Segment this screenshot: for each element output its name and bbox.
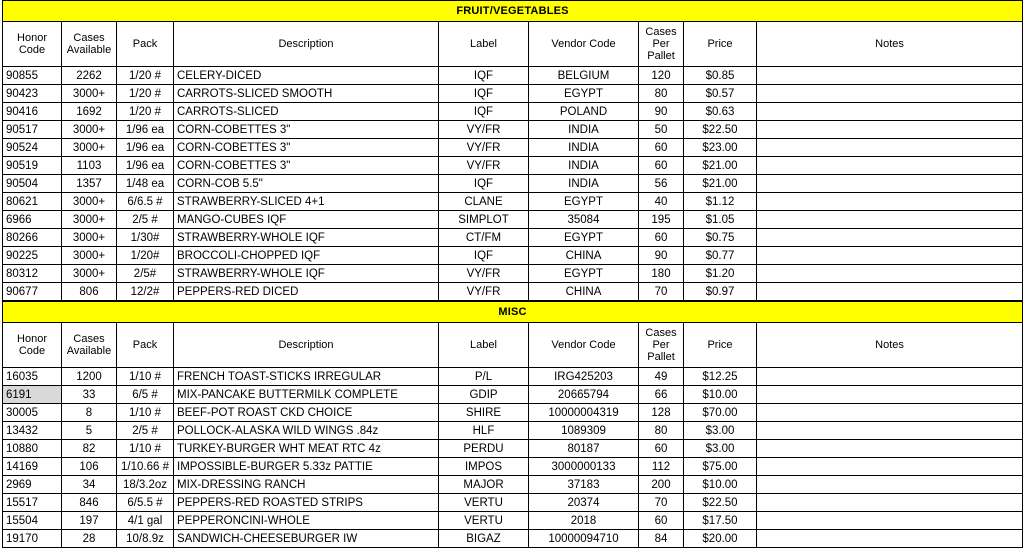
cell-honor-code[interactable]: 80312 xyxy=(3,265,62,283)
cell-description[interactable]: CARROTS-SLICED SMOOTH xyxy=(174,85,439,103)
table-row[interactable] xyxy=(3,211,1023,229)
cell-vendor-code[interactable]: EGYPT xyxy=(529,193,639,211)
cell-label[interactable]: BIGAZ xyxy=(439,530,529,548)
cell-notes[interactable] xyxy=(757,476,1023,494)
cell-honor-code[interactable]: 90416 xyxy=(3,103,62,121)
section-table xyxy=(2,301,1023,548)
cell-honor-code[interactable]: 13432 xyxy=(3,422,62,440)
section-band-title: FRUIT/VEGETABLES xyxy=(3,1,1023,22)
cell-cases-per-pallet[interactable]: 66 xyxy=(639,386,684,404)
cell-honor-code[interactable]: 90855 xyxy=(3,67,62,85)
cell-notes[interactable] xyxy=(757,283,1023,301)
cell-vendor-code[interactable]: 10000094710 xyxy=(529,530,639,548)
cell-pack[interactable]: 1/20 # xyxy=(117,103,174,121)
cell-notes[interactable] xyxy=(757,494,1023,512)
cell-notes[interactable] xyxy=(757,440,1023,458)
column-header-description: Description xyxy=(174,323,439,368)
cell-cases-available[interactable]: 34 xyxy=(62,476,117,494)
table-row[interactable] xyxy=(3,440,1023,458)
cell-label[interactable]: IQF xyxy=(439,85,529,103)
table-row[interactable] xyxy=(3,512,1023,530)
cell-pack[interactable]: 12/2# xyxy=(117,283,174,301)
cell-price[interactable]: $21.00 xyxy=(684,157,757,175)
cell-vendor-code[interactable]: EGYPT xyxy=(529,85,639,103)
cell-pack[interactable]: 1/10.66 # xyxy=(117,458,174,476)
cell-price[interactable]: $23.00 xyxy=(684,139,757,157)
cell-cases-available[interactable]: 33 xyxy=(62,386,117,404)
table-row[interactable] xyxy=(3,229,1023,247)
cell-cases-per-pallet[interactable]: 60 xyxy=(639,157,684,175)
cell-cases-per-pallet[interactable]: 40 xyxy=(639,193,684,211)
cell-price[interactable]: $0.97 xyxy=(684,283,757,301)
cell-description[interactable]: MIX-PANCAKE BUTTERMILK COMPLETE xyxy=(174,386,439,404)
table-row[interactable] xyxy=(3,157,1023,175)
column-header-description: Description xyxy=(174,22,439,67)
cell-cases-per-pallet[interactable]: 128 xyxy=(639,404,684,422)
cell-notes[interactable] xyxy=(757,404,1023,422)
cell-price[interactable]: $70.00 xyxy=(684,404,757,422)
cell-cases-per-pallet[interactable]: 84 xyxy=(639,530,684,548)
cell-label[interactable]: VY/FR xyxy=(439,157,529,175)
column-header-notes: Notes xyxy=(757,323,1023,368)
table-row[interactable] xyxy=(3,476,1023,494)
cell-cases-per-pallet[interactable]: 180 xyxy=(639,265,684,283)
cell-price[interactable]: $22.50 xyxy=(684,121,757,139)
cell-notes[interactable] xyxy=(757,211,1023,229)
cell-description[interactable]: MIX-DRESSING RANCH xyxy=(174,476,439,494)
cell-pack[interactable]: 1/96 ea xyxy=(117,157,174,175)
cell-cases-available[interactable]: 3000+ xyxy=(62,247,117,265)
cell-notes[interactable] xyxy=(757,386,1023,404)
cell-description[interactable]: PEPPERS-RED ROASTED STRIPS xyxy=(174,494,439,512)
cell-pack[interactable]: 1/20 # xyxy=(117,85,174,103)
section-band-row xyxy=(3,302,1023,323)
cell-description[interactable]: CELERY-DICED xyxy=(174,67,439,85)
header-row xyxy=(3,22,1023,67)
cell-cases-available[interactable]: 82 xyxy=(62,440,117,458)
cell-label[interactable]: GDIP xyxy=(439,386,529,404)
cell-cases-available[interactable]: 3000+ xyxy=(62,85,117,103)
cell-vendor-code[interactable]: 3000000133 xyxy=(529,458,639,476)
column-header-cases-per-pallet: Cases Per Pallet xyxy=(639,22,684,67)
cell-notes[interactable] xyxy=(757,175,1023,193)
table-row[interactable] xyxy=(3,422,1023,440)
cell-notes[interactable] xyxy=(757,121,1023,139)
cell-pack[interactable]: 1/20 # xyxy=(117,67,174,85)
section-band-row xyxy=(3,1,1023,22)
table-row[interactable] xyxy=(3,283,1023,301)
cell-pack[interactable]: 2/5 # xyxy=(117,422,174,440)
cell-honor-code[interactable]: 80266 xyxy=(3,229,62,247)
table-row[interactable] xyxy=(3,175,1023,193)
cell-honor-code[interactable]: 14169 xyxy=(3,458,62,476)
cell-cases-per-pallet[interactable]: 70 xyxy=(639,283,684,301)
table-row[interactable] xyxy=(3,103,1023,121)
cell-label[interactable]: SIMPLOT xyxy=(439,211,529,229)
cell-description[interactable]: PEPPERS-RED DICED xyxy=(174,283,439,301)
table-row[interactable] xyxy=(3,139,1023,157)
cell-cases-available[interactable]: 1200 xyxy=(62,368,117,386)
cell-price[interactable]: $0.75 xyxy=(684,229,757,247)
cell-description[interactable]: STRAWBERRY-WHOLE IQF xyxy=(174,265,439,283)
cell-pack[interactable]: 1/96 ea xyxy=(117,121,174,139)
cell-cases-available[interactable]: 3000+ xyxy=(62,139,117,157)
table-row[interactable] xyxy=(3,265,1023,283)
cell-label[interactable]: IMPOS xyxy=(439,458,529,476)
cell-price[interactable]: $10.00 xyxy=(684,476,757,494)
cell-pack[interactable]: 1/10 # xyxy=(117,368,174,386)
cell-description[interactable]: POLLOCK-ALASKA WILD WINGS .84z xyxy=(174,422,439,440)
table-row[interactable] xyxy=(3,67,1023,85)
cell-honor-code[interactable]: 10880 xyxy=(3,440,62,458)
table-row[interactable] xyxy=(3,494,1023,512)
cell-description[interactable]: MANGO-CUBES IQF xyxy=(174,211,439,229)
cell-cases-available[interactable]: 806 xyxy=(62,283,117,301)
cell-cases-available[interactable]: 28 xyxy=(62,530,117,548)
cell-cases-available[interactable]: 3000+ xyxy=(62,193,117,211)
cell-pack[interactable]: 6/5 # xyxy=(117,386,174,404)
cell-notes[interactable] xyxy=(757,139,1023,157)
cell-vendor-code[interactable]: CHINA xyxy=(529,247,639,265)
cell-price[interactable]: $20.00 xyxy=(684,530,757,548)
table-row[interactable] xyxy=(3,193,1023,211)
cell-vendor-code[interactable]: BELGIUM xyxy=(529,67,639,85)
cell-cases-per-pallet[interactable]: 80 xyxy=(639,85,684,103)
cell-vendor-code[interactable]: 20374 xyxy=(529,494,639,512)
column-header-cases-available: Cases Available xyxy=(62,323,117,368)
table-row[interactable] xyxy=(3,386,1023,404)
cell-cases-available[interactable]: 3000+ xyxy=(62,229,117,247)
cell-notes[interactable] xyxy=(757,229,1023,247)
cell-vendor-code[interactable]: INDIA xyxy=(529,175,639,193)
cell-label[interactable]: VERTU xyxy=(439,512,529,530)
cell-honor-code[interactable]: 90504 xyxy=(3,175,62,193)
cell-price[interactable]: $10.00 xyxy=(684,386,757,404)
cell-description[interactable]: BROCCOLI-CHOPPED IQF xyxy=(174,247,439,265)
cell-notes[interactable] xyxy=(757,265,1023,283)
column-header-label: Label xyxy=(439,22,529,67)
column-header-vendor-code: Vendor Code xyxy=(529,22,639,67)
cell-honor-code[interactable]: 16035 xyxy=(3,368,62,386)
cell-price[interactable]: $1.20 xyxy=(684,265,757,283)
cell-label[interactable]: CT/FM xyxy=(439,229,529,247)
cell-honor-code[interactable]: 90677 xyxy=(3,283,62,301)
cell-pack[interactable]: 2/5 # xyxy=(117,211,174,229)
sections-container xyxy=(2,0,1022,548)
cell-description[interactable]: TURKEY-BURGER WHT MEAT RTC 4z xyxy=(174,440,439,458)
cell-honor-code[interactable]: 15517 xyxy=(3,494,62,512)
cell-notes[interactable] xyxy=(757,67,1023,85)
cell-notes[interactable] xyxy=(757,458,1023,476)
cell-vendor-code[interactable]: POLAND xyxy=(529,103,639,121)
cell-description[interactable]: FRENCH TOAST-STICKS IRREGULAR xyxy=(174,368,439,386)
column-header-honor-code: Honor Code xyxy=(3,22,62,67)
cell-pack[interactable]: 1/10 # xyxy=(117,440,174,458)
cell-cases-available[interactable]: 1357 xyxy=(62,175,117,193)
cell-notes[interactable] xyxy=(757,193,1023,211)
cell-label[interactable]: P/L xyxy=(439,368,529,386)
cell-notes[interactable] xyxy=(757,530,1023,548)
cell-pack[interactable]: 1/10 # xyxy=(117,404,174,422)
cell-honor-code[interactable]: 6966 xyxy=(3,211,62,229)
cell-pack[interactable]: 6/6.5 # xyxy=(117,193,174,211)
cell-cases-available[interactable]: 2262 xyxy=(62,67,117,85)
cell-vendor-code[interactable]: 35084 xyxy=(529,211,639,229)
cell-vendor-code[interactable]: 20665794 xyxy=(529,386,639,404)
column-header-price: Price xyxy=(684,323,757,368)
table-row[interactable] xyxy=(3,458,1023,476)
cell-pack[interactable]: 10/8.9z xyxy=(117,530,174,548)
cell-cases-per-pallet[interactable]: 195 xyxy=(639,211,684,229)
section-table xyxy=(2,0,1023,301)
cell-cases-per-pallet[interactable]: 90 xyxy=(639,103,684,121)
cell-pack[interactable]: 4/1 gal xyxy=(117,512,174,530)
cell-pack[interactable]: 2/5# xyxy=(117,265,174,283)
column-header-pack: Pack xyxy=(117,22,174,67)
cell-cases-available[interactable]: 8 xyxy=(62,404,117,422)
cell-description[interactable]: CORN-COBETTES 3" xyxy=(174,139,439,157)
cell-cases-per-pallet[interactable]: 80 xyxy=(639,422,684,440)
cell-vendor-code[interactable]: 37183 xyxy=(529,476,639,494)
cell-vendor-code[interactable]: 2018 xyxy=(529,512,639,530)
column-header-vendor-code: Vendor Code xyxy=(529,323,639,368)
cell-vendor-code[interactable]: CHINA xyxy=(529,283,639,301)
cell-description[interactable]: IMPOSSIBLE-BURGER 5.33z PATTIE xyxy=(174,458,439,476)
cell-label[interactable]: VERTU xyxy=(439,494,529,512)
cell-vendor-code[interactable]: EGYPT xyxy=(529,229,639,247)
cell-honor-code[interactable]: 90517 xyxy=(3,121,62,139)
cell-pack[interactable]: 1/20# xyxy=(117,247,174,265)
cell-cases-per-pallet[interactable]: 60 xyxy=(639,229,684,247)
cell-notes[interactable] xyxy=(757,85,1023,103)
cell-honor-code[interactable]: 90524 xyxy=(3,139,62,157)
cell-price[interactable]: $3.00 xyxy=(684,440,757,458)
cell-price[interactable]: $21.00 xyxy=(684,175,757,193)
cell-cases-per-pallet[interactable]: 50 xyxy=(639,121,684,139)
cell-price[interactable]: $22.50 xyxy=(684,494,757,512)
cell-cases-per-pallet[interactable]: 90 xyxy=(639,247,684,265)
column-header-honor-code: Honor Code xyxy=(3,323,62,368)
cell-cases-per-pallet[interactable]: 70 xyxy=(639,494,684,512)
cell-cases-available[interactable]: 1103 xyxy=(62,157,117,175)
cell-honor-code[interactable]: 90225 xyxy=(3,247,62,265)
cell-notes[interactable] xyxy=(757,157,1023,175)
cell-honor-code[interactable]: 6191 xyxy=(3,386,62,404)
cell-price[interactable]: $3.00 xyxy=(684,422,757,440)
cell-notes[interactable] xyxy=(757,422,1023,440)
column-header-label: Label xyxy=(439,323,529,368)
table-row[interactable] xyxy=(3,247,1023,265)
cell-notes[interactable] xyxy=(757,368,1023,386)
cell-pack[interactable]: 1/48 ea xyxy=(117,175,174,193)
cell-price[interactable]: $0.57 xyxy=(684,85,757,103)
table-row[interactable] xyxy=(3,85,1023,103)
cell-price[interactable]: $0.63 xyxy=(684,103,757,121)
cell-honor-code[interactable]: 80621 xyxy=(3,193,62,211)
cell-label[interactable]: IQF xyxy=(439,103,529,121)
cell-pack[interactable]: 18/3.2oz xyxy=(117,476,174,494)
column-header-notes: Notes xyxy=(757,22,1023,67)
table-row[interactable] xyxy=(3,368,1023,386)
cell-honor-code[interactable]: 30005 xyxy=(3,404,62,422)
cell-cases-per-pallet[interactable]: 200 xyxy=(639,476,684,494)
cell-price[interactable]: $0.77 xyxy=(684,247,757,265)
cell-cases-available[interactable]: 3000+ xyxy=(62,121,117,139)
column-header-price: Price xyxy=(684,22,757,67)
cell-vendor-code[interactable]: EGYPT xyxy=(529,265,639,283)
cell-label[interactable]: PERDU xyxy=(439,440,529,458)
table-row[interactable] xyxy=(3,530,1023,548)
cell-vendor-code[interactable]: INDIA xyxy=(529,139,639,157)
cell-honor-code[interactable]: 90519 xyxy=(3,157,62,175)
cell-pack[interactable]: 6/5.5 # xyxy=(117,494,174,512)
cell-vendor-code[interactable]: 80187 xyxy=(529,440,639,458)
cell-pack[interactable]: 1/96 ea xyxy=(117,139,174,157)
cell-description[interactable]: CORN-COB 5.5" xyxy=(174,175,439,193)
cell-price[interactable]: $1.12 xyxy=(684,193,757,211)
cell-vendor-code[interactable]: IRG425203 xyxy=(529,368,639,386)
cell-cases-available[interactable]: 1692 xyxy=(62,103,117,121)
cell-label[interactable]: IQF xyxy=(439,175,529,193)
cell-cases-per-pallet[interactable]: 112 xyxy=(639,458,684,476)
cell-cases-available[interactable]: 3000+ xyxy=(62,265,117,283)
cell-description[interactable]: SANDWICH-CHEESEBURGER IW xyxy=(174,530,439,548)
cell-label[interactable]: HLF xyxy=(439,422,529,440)
cell-description[interactable]: PEPPERONCINI-WHOLE xyxy=(174,512,439,530)
cell-price[interactable]: $75.00 xyxy=(684,458,757,476)
table-row[interactable] xyxy=(3,121,1023,139)
section-band-title: MISC xyxy=(3,302,1023,323)
cell-honor-code[interactable]: 15504 xyxy=(3,512,62,530)
cell-vendor-code[interactable]: INDIA xyxy=(529,157,639,175)
cell-description[interactable]: BEEF-POT ROAST CKD CHOICE xyxy=(174,404,439,422)
cell-vendor-code[interactable]: 10000004319 xyxy=(529,404,639,422)
column-header-cases-available: Cases Available xyxy=(62,22,117,67)
cell-honor-code[interactable]: 19170 xyxy=(3,530,62,548)
cell-label[interactable]: VY/FR xyxy=(439,139,529,157)
cell-label[interactable]: IQF xyxy=(439,247,529,265)
cell-cases-per-pallet[interactable]: 60 xyxy=(639,440,684,458)
cell-honor-code[interactable]: 90423 xyxy=(3,85,62,103)
cell-price[interactable]: $0.85 xyxy=(684,67,757,85)
cell-description[interactable]: STRAWBERRY-WHOLE IQF xyxy=(174,229,439,247)
column-header-cases-per-pallet: Cases Per Pallet xyxy=(639,323,684,368)
cell-label[interactable]: VY/FR xyxy=(439,265,529,283)
cell-cases-available[interactable]: 197 xyxy=(62,512,117,530)
cell-label[interactable]: IQF xyxy=(439,67,529,85)
cell-cases-available[interactable]: 106 xyxy=(62,458,117,476)
cell-cases-per-pallet[interactable]: 56 xyxy=(639,175,684,193)
cell-notes[interactable] xyxy=(757,512,1023,530)
cell-label[interactable]: SHIRE xyxy=(439,404,529,422)
cell-cases-per-pallet[interactable]: 49 xyxy=(639,368,684,386)
cell-label[interactable]: MAJOR xyxy=(439,476,529,494)
cell-cases-per-pallet[interactable]: 60 xyxy=(639,512,684,530)
cell-price[interactable]: $12.25 xyxy=(684,368,757,386)
cell-notes[interactable] xyxy=(757,247,1023,265)
cell-price[interactable]: $1.05 xyxy=(684,211,757,229)
cell-label[interactable]: VY/FR xyxy=(439,283,529,301)
cell-cases-available[interactable]: 3000+ xyxy=(62,211,117,229)
cell-price[interactable]: $17.50 xyxy=(684,512,757,530)
table-row[interactable] xyxy=(3,404,1023,422)
cell-pack[interactable]: 1/30# xyxy=(117,229,174,247)
cell-cases-available[interactable]: 846 xyxy=(62,494,117,512)
cell-cases-per-pallet[interactable]: 60 xyxy=(639,139,684,157)
header-row xyxy=(3,323,1023,368)
cell-description[interactable]: CARROTS-SLICED xyxy=(174,103,439,121)
cell-vendor-code[interactable]: 1089309 xyxy=(529,422,639,440)
column-header-pack: Pack xyxy=(117,323,174,368)
cell-honor-code[interactable]: 2969 xyxy=(3,476,62,494)
cell-vendor-code[interactable]: INDIA xyxy=(529,121,639,139)
cell-label[interactable]: VY/FR xyxy=(439,121,529,139)
cell-cases-per-pallet[interactable]: 120 xyxy=(639,67,684,85)
cell-cases-available[interactable]: 5 xyxy=(62,422,117,440)
cell-description[interactable]: CORN-COBETTES 3" xyxy=(174,121,439,139)
cell-description[interactable]: STRAWBERRY-SLICED 4+1 xyxy=(174,193,439,211)
cell-notes[interactable] xyxy=(757,103,1023,121)
cell-description[interactable]: CORN-COBETTES 3" xyxy=(174,157,439,175)
cell-label[interactable]: CLANE xyxy=(439,193,529,211)
